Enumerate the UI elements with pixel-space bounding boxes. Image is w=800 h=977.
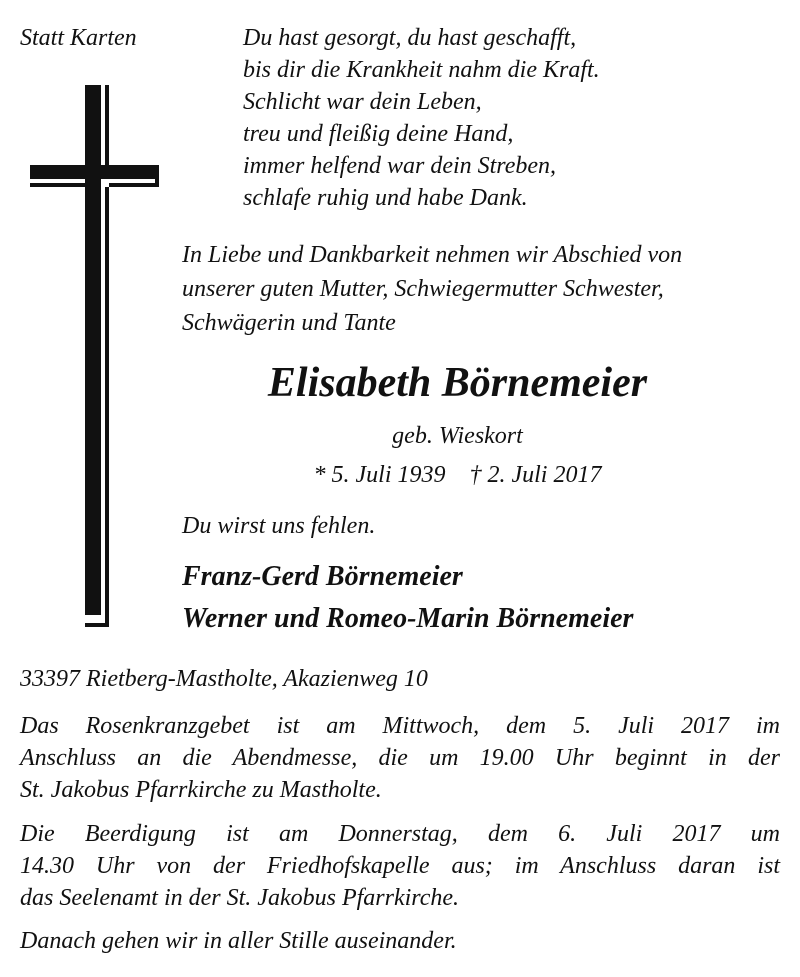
signer-name: Werner und Romeo-Marin Börnemeier bbox=[182, 603, 634, 634]
signer-name: Franz-Gerd Börnemeier bbox=[182, 561, 463, 592]
intro-text bbox=[182, 238, 682, 340]
intro-line: In Liebe und Dankbarkeit nehmen wir Abschied von bbox=[182, 242, 683, 268]
intro-line: Schwägerin und Tante bbox=[182, 310, 396, 336]
deceased-name: Elisabeth Börnemeier bbox=[267, 360, 648, 406]
signers bbox=[182, 556, 633, 640]
poem-line: schlafe ruhig und habe Dank. bbox=[243, 185, 528, 211]
closing-line: Danach gehen wir in aller Stille auseinander. bbox=[20, 928, 457, 954]
funeral-paragraph bbox=[20, 818, 780, 914]
intro-line: unserer guten Mutter, Schwiegermutter Schwester, bbox=[182, 276, 664, 302]
rosary-line: Das Rosenkranzgebet ist am Mittwoch, dem 5. Juli 2017 im bbox=[20, 713, 780, 739]
birth-name: geb. Wieskort bbox=[392, 423, 523, 449]
farewell-line: Du wirst uns fehlen. bbox=[182, 513, 376, 539]
cross-icon bbox=[30, 85, 160, 635]
life-dates: * 5. Juli 1939 † 2. Juli 2017 bbox=[313, 462, 602, 488]
poem-line: immer helfend war dein Streben, bbox=[243, 153, 557, 179]
funeral-line: Die Beerdigung ist am Donnerstag, dem 6. Juli 2017 um bbox=[20, 821, 780, 847]
poem-line: Du hast gesorgt, du hast geschafft, bbox=[243, 25, 577, 51]
funeral-line: das Seelenamt in der St. Jakobus Pfarrkirche. bbox=[20, 885, 460, 911]
address: 33397 Rietberg-Mastholte, Akazienweg 10 bbox=[20, 666, 428, 692]
rosary-paragraph bbox=[20, 710, 780, 806]
statt-karten-label: Statt Karten bbox=[20, 25, 137, 51]
rosary-line: St. Jakobus Pfarrkirche zu Mastholte. bbox=[20, 777, 382, 803]
poem-line: treu und fleißig deine Hand, bbox=[243, 121, 514, 147]
rosary-line: Anschluss an die Abendmesse, die um 19.00 Uhr beginnt in der bbox=[20, 745, 780, 771]
poem-line: Schlicht war dein Leben, bbox=[243, 89, 482, 115]
funeral-line: 14.30 Uhr von der Friedhofskapelle aus; im Anschluss daran ist bbox=[20, 853, 780, 879]
poem bbox=[243, 22, 600, 214]
poem-line: bis dir die Krankheit nahm die Kraft. bbox=[243, 57, 600, 83]
